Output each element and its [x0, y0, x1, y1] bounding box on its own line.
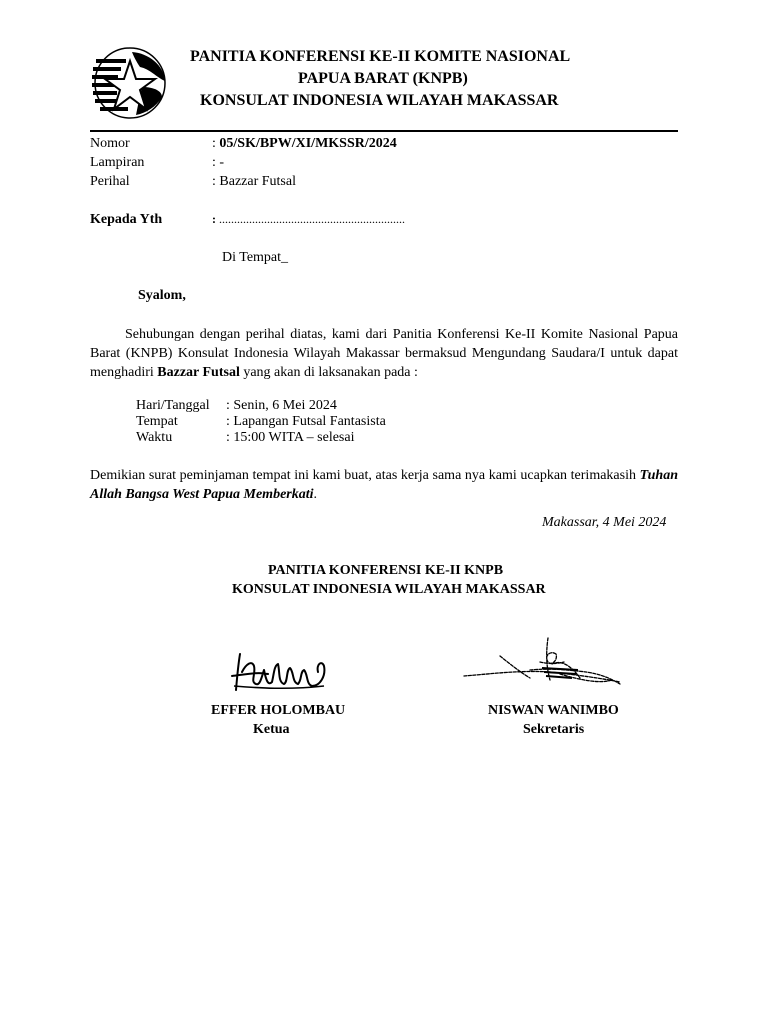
signature-ketua — [228, 646, 330, 696]
detail-label-place: Tempat — [136, 414, 178, 429]
closing-paragraph — [90, 466, 678, 504]
kepada-label: Kepada Yth — [90, 212, 163, 227]
kepada-value: : .............................................................. — [212, 212, 405, 226]
detail-label-date: Hari/Tanggal — [136, 398, 210, 413]
di-tempat: Di Tempat_ — [222, 250, 289, 265]
header-line-3: KONSULAT INDONESIA WILAYAH MAKASSAR — [200, 92, 559, 109]
closing-end: . — [313, 487, 318, 502]
perihal-label: Perihal — [90, 174, 130, 189]
signatory-role-ketua: Ketua — [253, 722, 290, 737]
footer-org-line-2: KONSULAT INDONESIA WILAYAH MAKASSAR — [232, 582, 546, 597]
intro-text-end: yang akan di laksanakan pada : — [239, 365, 418, 380]
kepada-dots: .............................................................. — [219, 212, 405, 226]
signature-sekretaris — [460, 634, 626, 694]
detail-label-time: Waktu — [136, 430, 173, 445]
signatory-role-sekretaris: Sekretaris — [523, 722, 585, 737]
detail-value-date: : Senin, 6 Mei 2024 — [226, 398, 337, 413]
nomor-label: Nomor — [90, 136, 130, 151]
signatory-name-sekretaris: NISWAN WANIMBO — [488, 703, 619, 718]
footer-org-line-1: PANITIA KONFERENSI KE-II KNPB — [268, 563, 504, 578]
signatory-name-ketua: EFFER HOLOMBAU — [211, 703, 346, 718]
blessing-text: Tuhan Allah Bangsa West Papua Memberkati — [90, 468, 678, 502]
perihal-value: : Bazzar Futsal — [212, 174, 296, 189]
header-line-1: PANITIA KONFERENSI KE-II KOMITE NASIONAL — [190, 48, 571, 65]
detail-value-place: : Lapangan Futsal Fantasista — [226, 414, 386, 429]
closing-text: Demikian surat peminjaman tempat ini kami buat, atas kerja sama nya kami ucapkan terimakasih — [90, 468, 640, 483]
intro-text: Sehubungan dengan perihal diatas, kami dari Panitia Konferensi Ke-II Komite Nasional Papua Barat (KNPB) Konsulat Indonesia Wilayah Makassar bermaksud Mengundang Saudara/I untuk dapat menghadiri — [90, 327, 678, 380]
lampiran-value: : - — [212, 155, 225, 170]
intro-paragraph — [90, 325, 678, 382]
header-divider — [90, 130, 678, 132]
nomor-value: : 05/SK/BPW/XI/MKSSR/2024 — [212, 136, 397, 151]
header-line-2: PAPUA BARAT (KNPB) — [298, 70, 468, 87]
lampiran-label: Lampiran — [90, 155, 145, 170]
nomor-number: 05/SK/BPW/XI/MKSSR/2024 — [219, 136, 397, 151]
place-date: Makassar, 4 Mei 2024 — [542, 515, 667, 530]
greeting: Syalom, — [138, 288, 186, 303]
detail-value-time: : 15:00 WITA – selesai — [226, 430, 355, 445]
organization-logo — [90, 47, 170, 119]
event-name: Bazzar Futsal — [157, 365, 240, 380]
